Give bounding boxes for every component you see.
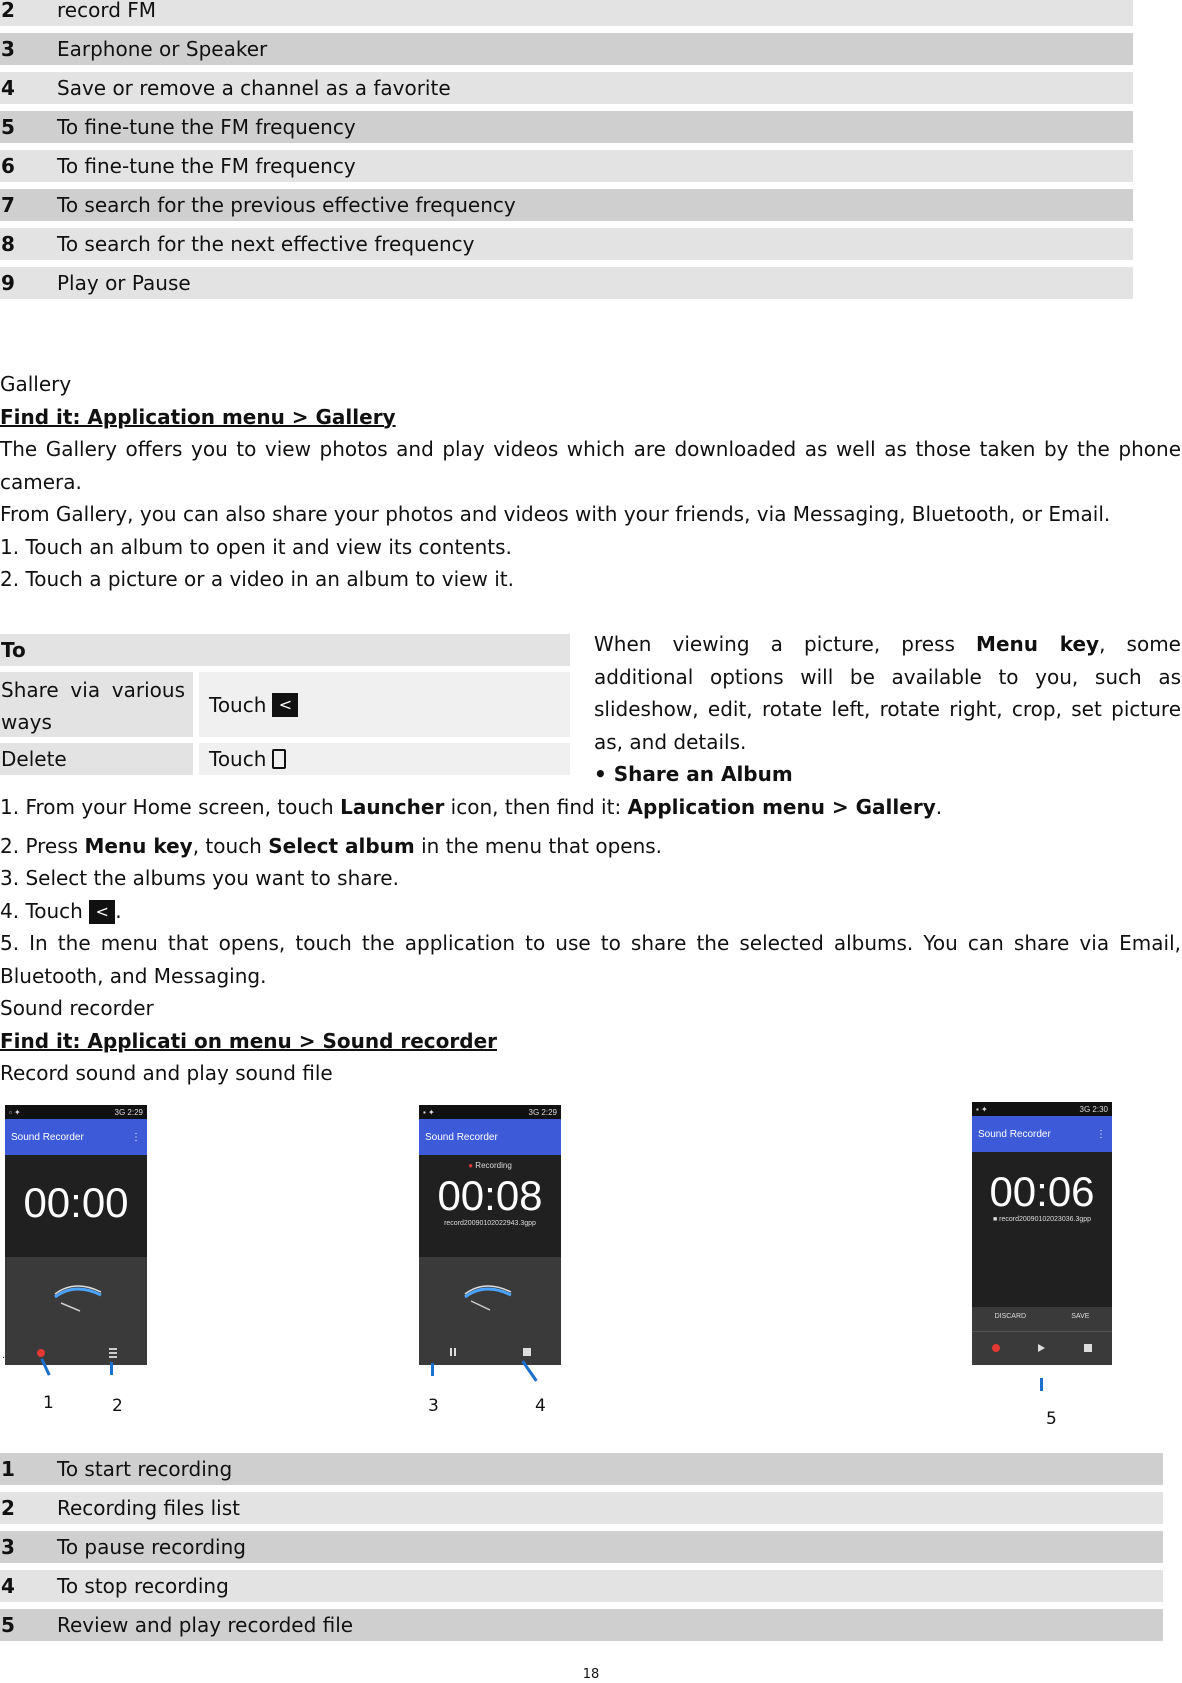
select-album-label: Select album <box>268 833 415 858</box>
phone-screenshot-recording <box>419 1105 561 1365</box>
delete-label: Delete <box>0 743 193 775</box>
table-row <box>0 150 1133 182</box>
share-step-5: 5. In the menu that opens, touch the application to use to share the selected albums. You can share via Email, Bluetooth, and Messaging. <box>0 931 1181 988</box>
row-text: To fine-tune the FM frequency <box>57 115 356 139</box>
table-row <box>0 189 1133 221</box>
row-text: To fine-tune the FM frequency <box>57 154 356 178</box>
overflow-menu-icon[interactable]: ⋮ <box>1096 1128 1106 1140</box>
recorder-controls <box>5 1257 147 1365</box>
recording-indicator: ● Recording <box>468 1161 512 1170</box>
table-row-delete <box>0 743 570 775</box>
share-icon[interactable]: < <box>272 693 298 717</box>
table-row <box>0 1609 1163 1641</box>
row-number: 6 <box>1 154 15 178</box>
table-row <box>0 1570 1163 1602</box>
app-bar <box>972 1116 1112 1152</box>
table-row <box>0 228 1133 260</box>
phone-screenshot-idle <box>5 1105 147 1365</box>
side-text-c: , some additional options will be available to you, such as slideshow, edit, rotate left, rotate right, crop, set picture as, and details. <box>594 632 1181 754</box>
table-header: To <box>0 634 570 666</box>
menu-key-label: Menu key <box>976 632 1100 656</box>
status-time: 3G 2:30 <box>1079 1104 1108 1114</box>
recorder-find-it-link[interactable]: Find it: Applicati on menu > Sound recorder <box>0 1028 498 1053</box>
gallery-step-1: 1. Touch an album to open it and view its contents. <box>0 534 512 559</box>
row-number: 3 <box>1 37 15 61</box>
discard-button[interactable]: DISCARD <box>994 1313 1027 1320</box>
recording-state: Recording <box>475 1161 512 1170</box>
table-row <box>0 33 1133 65</box>
row-number: 5 <box>1 115 15 139</box>
status-left-icons: ▪ ✦ <box>976 1104 988 1114</box>
file-name: record20090102022943.3gpp <box>444 1220 536 1227</box>
row-number: 5 <box>1 1613 15 1637</box>
share-action <box>199 672 570 737</box>
timer-display: 00:06 <box>989 1168 1095 1215</box>
row-text: Earphone or Speaker <box>57 37 268 61</box>
app-menu-gallery-label: Application menu > Gallery <box>627 795 936 819</box>
step2-e: in the menu that opens. <box>414 833 663 858</box>
share-steps <box>0 791 1182 1090</box>
row-number: 1 <box>1 1457 15 1481</box>
trash-icon[interactable] <box>272 749 286 769</box>
table-row <box>0 267 1133 299</box>
page-number: 18 <box>582 1667 600 1682</box>
app-bar <box>5 1119 147 1155</box>
share-step-2 <box>0 830 1182 863</box>
share-step-3: 3. Select the albums you want to share. <box>0 866 399 890</box>
row-text: Review and play recorded file <box>57 1613 354 1637</box>
app-bar <box>419 1119 561 1155</box>
gallery-section <box>0 368 1182 596</box>
table-row-share <box>0 672 570 737</box>
row-text: To stop recording <box>57 1574 229 1598</box>
save-button[interactable]: SAVE <box>1071 1313 1090 1320</box>
record-icon <box>37 1349 45 1357</box>
share-action-text: Touch <box>209 692 267 717</box>
status-bar <box>972 1102 1112 1116</box>
vu-meter-icon <box>419 1257 561 1365</box>
file-row <box>972 1216 1112 1223</box>
gallery-find-it-link[interactable]: Find it: Application menu > Gallery <box>0 404 396 429</box>
row-number: 9 <box>1 271 15 295</box>
timer-display: 00:00 <box>23 1179 129 1226</box>
list-icon <box>109 1348 117 1350</box>
menu-key-label-2: Menu key <box>84 833 193 858</box>
row-text: Recording files list <box>57 1496 240 1520</box>
callout-1: 1 <box>43 1393 54 1413</box>
share-step-4 <box>0 895 1182 928</box>
row-text: Play or Pause <box>57 271 191 295</box>
step1-a: 1. From your Home screen, touch <box>0 795 341 819</box>
delete-action <box>199 743 570 775</box>
status-left-icons: ▫ ✦ <box>9 1107 21 1117</box>
share-step-1 <box>0 791 1182 824</box>
callout-tick-3 <box>431 1363 434 1376</box>
row-text: To search for the previous effective frequency <box>57 193 516 217</box>
fm-feature-table <box>0 0 1133 306</box>
step4-b: . <box>115 898 122 923</box>
share-label <box>0 672 193 737</box>
row-number: 2 <box>1 0 15 22</box>
recorder-description: Record sound and play sound file <box>0 1061 333 1085</box>
callout-tick-5 <box>1040 1378 1043 1391</box>
gallery-paragraph-1: The Gallery offers you to view photos and play videos which are downloaded as well as those taken by the phone camera. <box>0 437 1181 494</box>
status-bar <box>419 1105 561 1119</box>
play-icon <box>1038 1344 1045 1352</box>
callout-2: 2 <box>112 1396 123 1416</box>
step4-a: 4. Touch <box>0 898 90 923</box>
review-controls <box>972 1307 1112 1365</box>
table-row <box>0 72 1133 104</box>
table-row <box>0 1531 1163 1563</box>
row-text: To search for the next effective frequency <box>57 232 475 256</box>
status-left-icons: ▪ ✦ <box>423 1107 435 1117</box>
recorder-feature-table <box>0 1453 1163 1648</box>
launcher-label: Launcher <box>340 795 445 819</box>
recorder-controls <box>419 1257 561 1365</box>
gallery-title: Gallery <box>0 372 72 396</box>
stop-icon <box>1084 1344 1092 1352</box>
step2-c: , touch <box>192 833 269 858</box>
step1-e: . <box>935 795 943 819</box>
gallery-action-table <box>0 634 570 775</box>
callout-4: 4 <box>535 1396 546 1416</box>
dot-mark: . <box>2 1350 6 1361</box>
callout-tick-2 <box>110 1362 113 1375</box>
table-row <box>0 0 1133 26</box>
overflow-menu-icon[interactable]: ⋮ <box>131 1131 141 1143</box>
share-album-bullet: • Share an Album <box>594 762 793 786</box>
table-row <box>0 1492 1163 1524</box>
file-name: record20090102023036.3gpp <box>999 1216 1092 1223</box>
app-title: Sound Recorder <box>425 1131 498 1143</box>
app-title: Sound Recorder <box>11 1131 84 1143</box>
table-row <box>0 111 1133 143</box>
file-icon: ■ <box>992 1216 998 1223</box>
record-icon <box>992 1344 1000 1352</box>
row-number: 3 <box>1 1535 15 1559</box>
row-number: 4 <box>1 1574 15 1598</box>
side-text-a: When viewing a picture, press <box>594 632 977 656</box>
row-number: 2 <box>1 1496 15 1520</box>
row-number: 8 <box>1 232 15 256</box>
row-text: To start recording <box>57 1457 233 1481</box>
vu-meter-icon <box>5 1257 147 1365</box>
gallery-paragraph-2: From Gallery, you can also share your photos and videos with your friends, via Messaging, Bluetooth, or Email. <box>0 502 1111 526</box>
callout-5: 5 <box>1046 1409 1057 1429</box>
playback-controls <box>972 1332 1112 1365</box>
app-title: Sound Recorder <box>978 1128 1051 1140</box>
status-time: 3G 2:29 <box>114 1107 143 1117</box>
phone-screenshot-review <box>972 1102 1112 1365</box>
share-label-text: Share via various ways <box>1 678 185 734</box>
status-bar <box>5 1105 147 1119</box>
row-text: record FM <box>57 0 157 22</box>
recorder-title: Sound recorder <box>0 996 154 1020</box>
row-number: 4 <box>1 76 15 100</box>
row-text: To pause recording <box>57 1535 246 1559</box>
step2-a: 2. Press <box>0 833 85 858</box>
pause-icon <box>450 1348 452 1356</box>
row-number: 7 <box>1 193 15 217</box>
delete-action-text: Touch <box>209 747 267 771</box>
stop-icon <box>523 1348 531 1356</box>
gallery-step-2: 2. Touch a picture or a video in an album to view it. <box>0 567 514 591</box>
table-row <box>0 1453 1163 1485</box>
row-text: Save or remove a channel as a favorite <box>57 76 451 100</box>
status-time: 3G 2:29 <box>528 1107 557 1117</box>
callout-3: 3 <box>428 1396 439 1416</box>
step1-c: icon, then find it: <box>444 795 628 819</box>
share-icon[interactable]: < <box>89 900 115 924</box>
timer-display: 00:08 <box>437 1172 543 1219</box>
gallery-side-text <box>594 628 1181 791</box>
